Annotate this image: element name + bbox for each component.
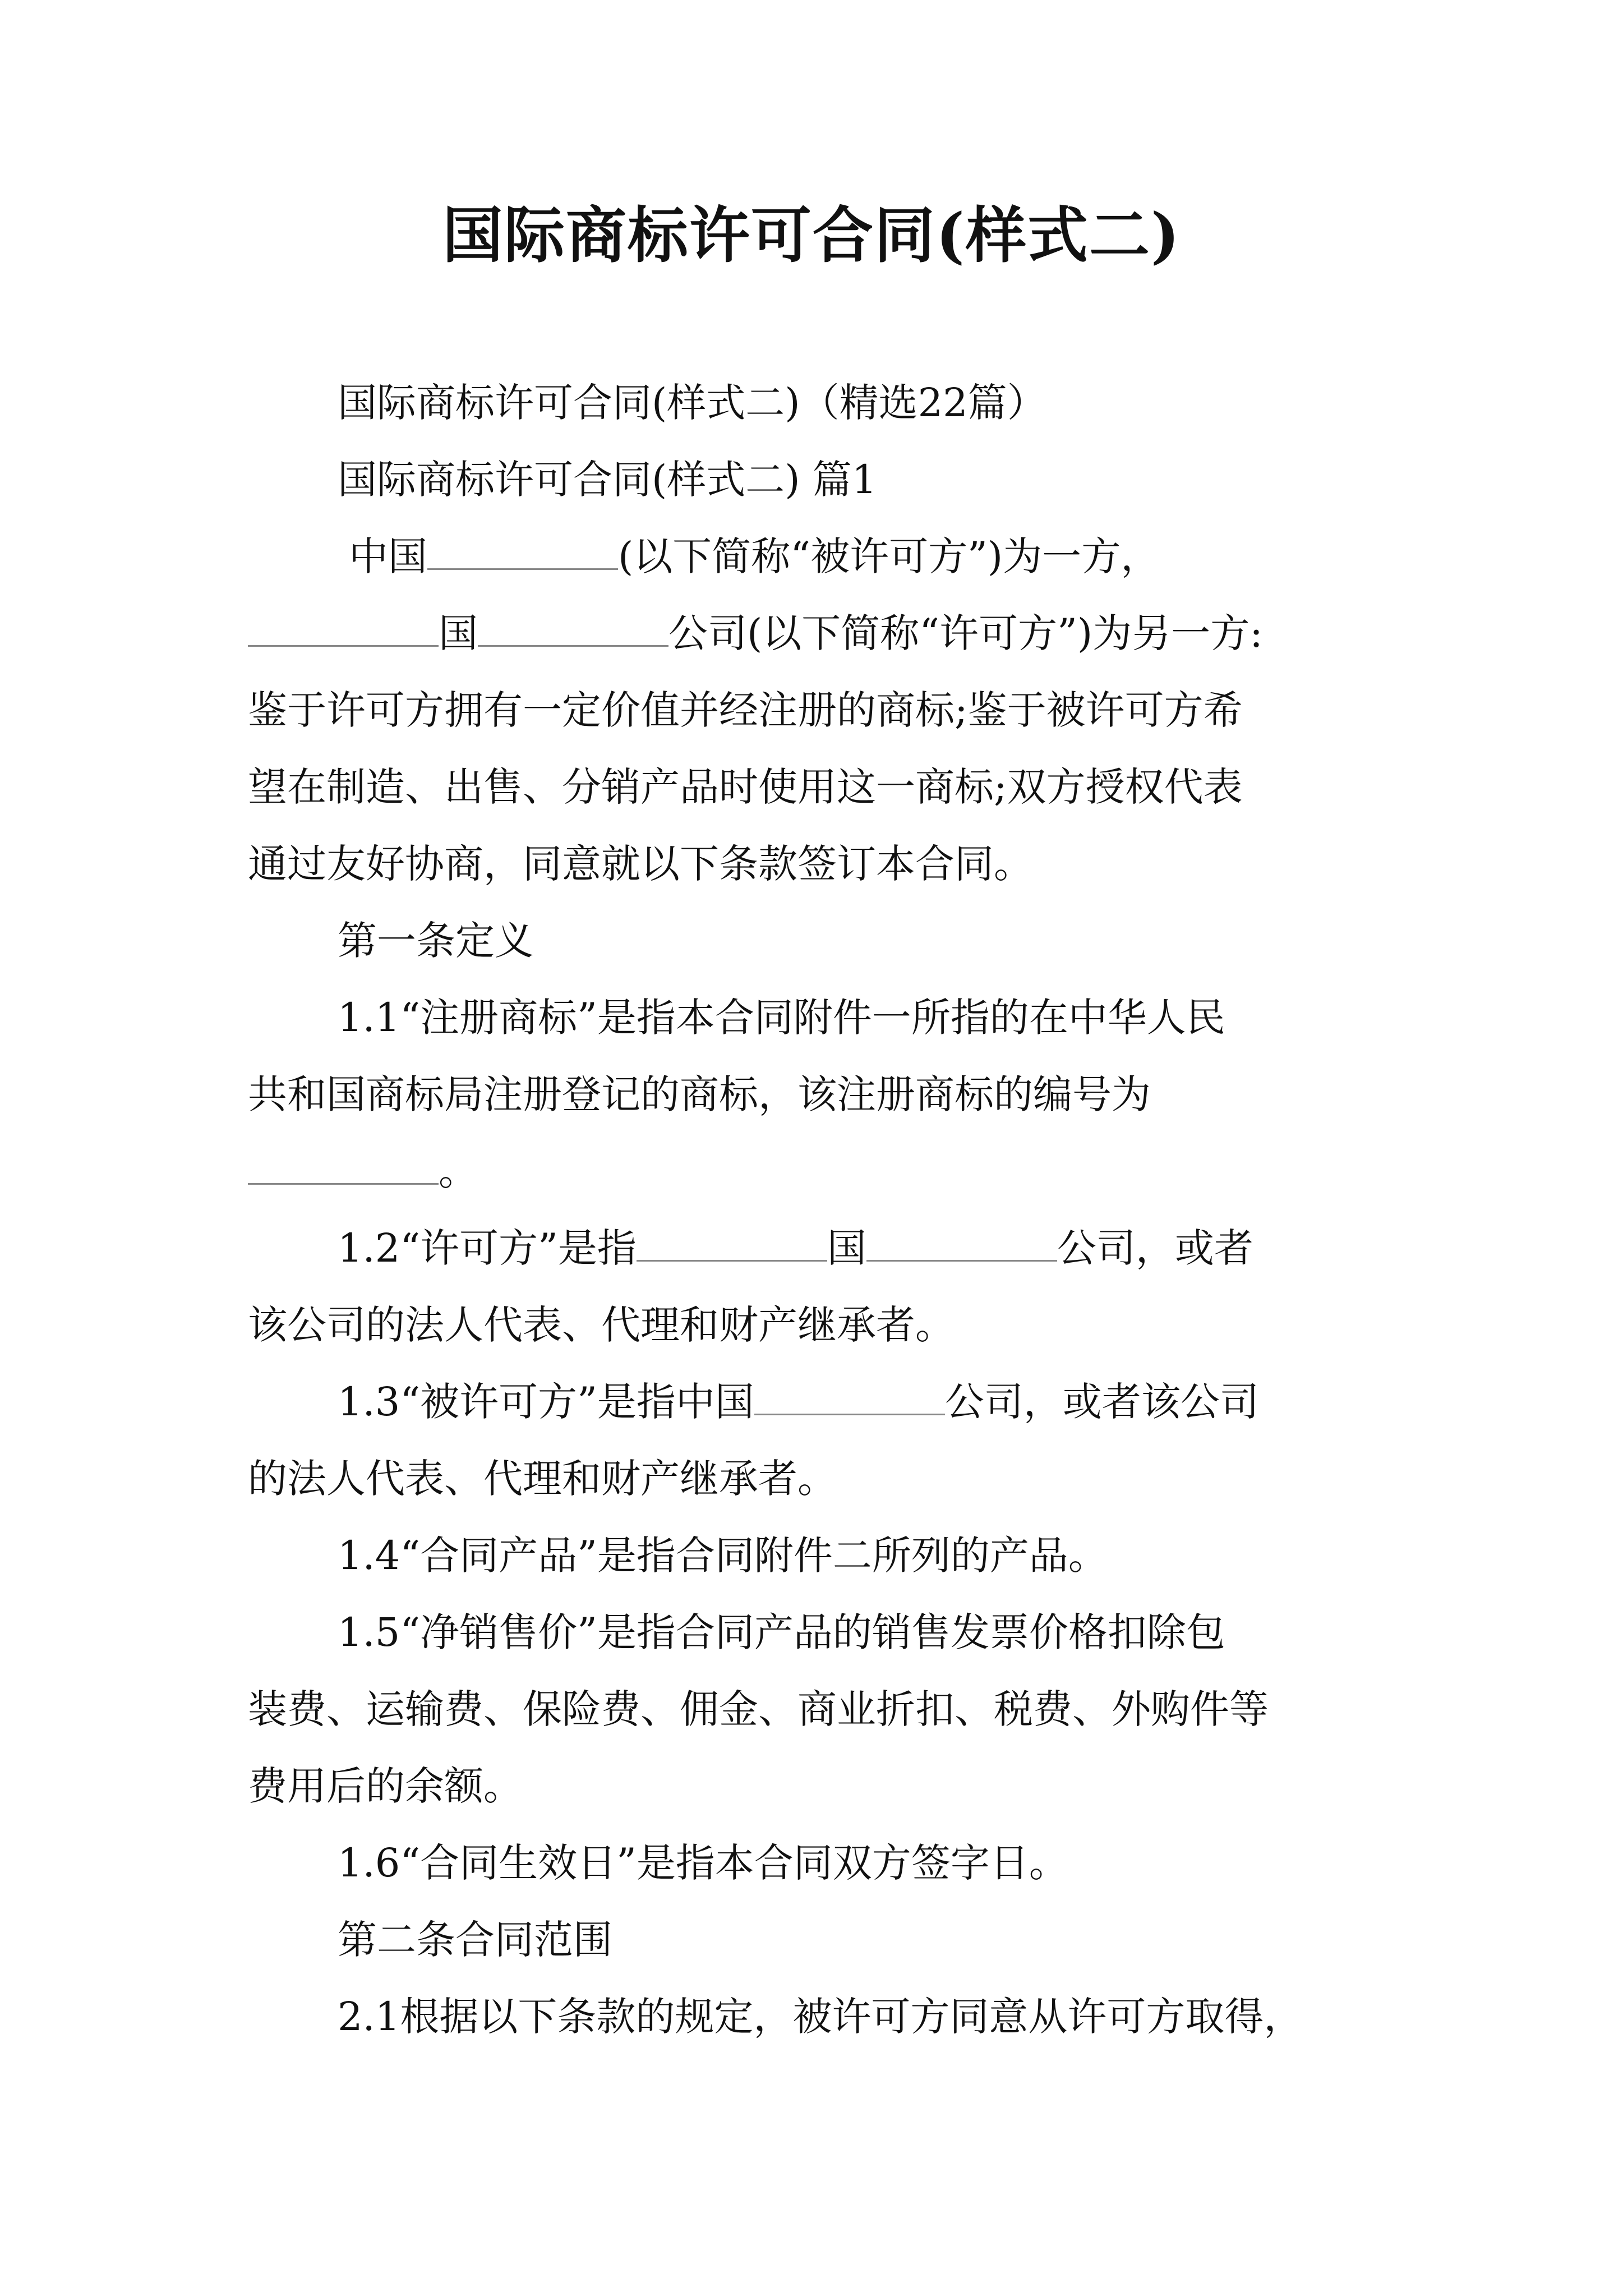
text-segment: 公司，或者 xyxy=(1057,1225,1253,1271)
clause-line xyxy=(248,1210,1386,1287)
fill-blank xyxy=(478,606,668,647)
fill-blank xyxy=(754,1374,945,1415)
intro-line-4: 望在制造、出售、分销产品时使用这一商标;双方授权代表 xyxy=(248,764,1243,810)
clause-line: 共和国商标局注册登记的商标，该注册商标的编号为 xyxy=(248,1071,1151,1117)
clause-line: 费用后的余额。 xyxy=(248,1763,523,1809)
text-segment: 中国 xyxy=(349,533,427,579)
text-segment: 公司(以下简称“许可方”)为另一方: xyxy=(668,610,1263,656)
text-segment: 1.3“被许可方”是指中国 xyxy=(338,1379,754,1425)
document-title: 国际商标许可合同(样式二) xyxy=(442,200,1181,271)
text-segment: 。 xyxy=(439,1148,478,1194)
text-segment: 国 xyxy=(827,1225,866,1271)
clause-line: 装费、运输费、保险费、佣金、商业折扣、税费、外购件等 xyxy=(248,1686,1269,1732)
clause-line: 1.5“净销售价”是指合同产品的销售发票价格扣除包 xyxy=(338,1609,1225,1655)
fill-blank xyxy=(866,1221,1057,1262)
clause-line: 1.6“合同生效日”是指本合同双方签字日。 xyxy=(338,1840,1068,1886)
fill-blank xyxy=(248,606,439,647)
clause-line: 2.1根据以下条款的规定，被许可方同意从许可方取得， xyxy=(338,1994,1303,2040)
document-subtitle: 国际商标许可合同(样式二)（精选22篇） xyxy=(338,380,1046,426)
section-heading: 国际商标许可合同(样式二) 篇1 xyxy=(338,457,877,503)
intro-line-1 xyxy=(248,518,1386,595)
clause-line xyxy=(248,1133,1386,1210)
intro-line-2 xyxy=(248,595,1386,672)
intro-line-3: 鉴于许可方拥有一定价值并经注册的商标;鉴于被许可方希 xyxy=(248,687,1243,733)
article-heading: 第二条合同范围 xyxy=(338,1917,612,1963)
clause-line xyxy=(248,1364,1386,1441)
intro-line-5: 通过友好协商，同意就以下条款签订本合同。 xyxy=(248,841,1033,887)
document-body xyxy=(248,365,1386,2055)
clause-line: 该公司的法人代表、代理和财产继承者。 xyxy=(248,1302,955,1348)
fill-blank xyxy=(637,1221,827,1262)
text-segment: (以下简称“被许可方”)为一方， xyxy=(618,533,1160,579)
text-segment: 国 xyxy=(439,610,478,656)
fill-blank xyxy=(248,1144,439,1185)
text-segment: 1.2“许可方”是指 xyxy=(338,1225,637,1271)
article-heading: 第一条定义 xyxy=(338,918,534,964)
clause-line: 1.1“注册商标”是指本合同附件一所指的在中华人民 xyxy=(338,995,1225,1041)
clause-line: 的法人代表、代理和财产继承者。 xyxy=(248,1456,837,1502)
clause-line: 1.4“合同产品”是指合同附件二所列的产品。 xyxy=(338,1533,1108,1579)
text-segment: 公司，或者该公司 xyxy=(944,1379,1259,1425)
fill-blank xyxy=(427,529,618,570)
